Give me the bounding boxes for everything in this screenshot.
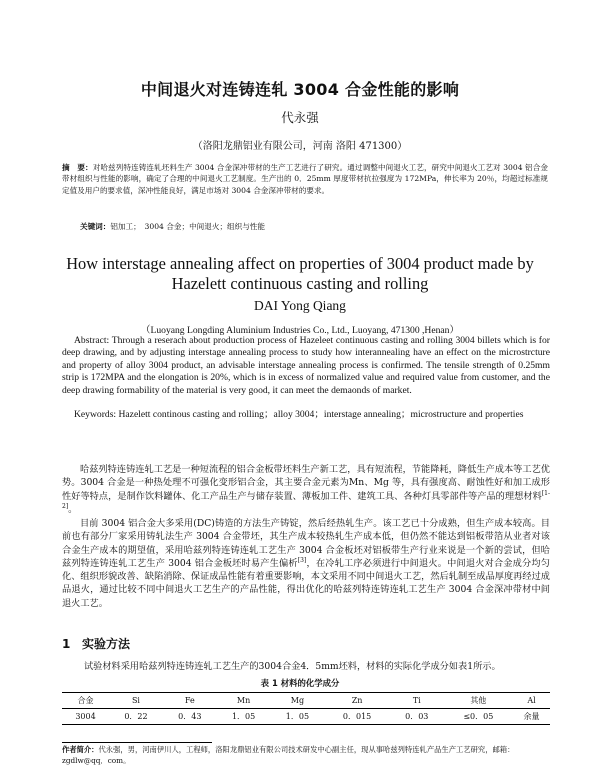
keywords-cn-label: 关键词： [80, 222, 111, 231]
table-cell: 0．22 [109, 709, 163, 725]
table-cell: 1．05 [271, 709, 325, 725]
table-row [62, 709, 550, 725]
keywords-cn-text: 铝加工； 3004 合金；中间退火；组织与性能 [110, 222, 265, 231]
table-header-cell: 其他 [444, 693, 513, 709]
body-paragraph-1 [62, 463, 550, 516]
body-paragraph-3: 试验材料采用哈兹列特连铸连轧工艺生产的3004合金4．5mm坯料，材料的实际化学成分如表1所示。 [84, 661, 501, 672]
author-name-cn: 代永强 [281, 110, 319, 125]
table-cell: 余量 [513, 709, 550, 725]
footnote-divider [62, 742, 212, 743]
abstract-cn-text: 对哈兹列特连铸连轧坯料生产 3004 合金深冲带材的生产工艺进行了研究。通过调整中间退火工艺，研究中间退火工艺对 3004 铝合金带材组织与性能的影响，确定了合理的中间退火工艺制度。生产出的 0．25mm 厚度带材抗拉强度为 172MPa，伸长率为 20％，均超过标准规定值及用户的要求值，深冲性能良好，满足市场对 3004 合金深冲带材的要求。 [62, 163, 548, 195]
citation-ref: [1-2] [62, 489, 550, 510]
table-cell: ≤0．05 [444, 709, 513, 725]
footnote-text: 代永强，男，河南伊川人，工程师，洛阳龙鼎铝业有限公司技术研发中心副主任，现从事哈兹列特连轧产品生产工艺研究，邮箱：zgdlw@qq．com。 [62, 745, 515, 765]
table-header-cell: Al [513, 693, 550, 709]
section-title: 实验方法 [82, 637, 131, 651]
table-header-row [62, 693, 550, 709]
table-cell: 1．05 [217, 709, 271, 725]
para1-text: 哈兹列特连铸连轧工艺是一种短流程的铝合金板带坯料生产新工艺，具有短流程，节能降耗，降低生产成本等工艺优势。3004 合金是一种热处理不可强化变形铝合金，其主要合金元素为Mn、Mg 等，具有强度高、耐蚀性好和加工成形性好等特点，是制作饮料罐体、化工产品生产与储存装置、薄板加工件、建筑工具、各种灯具零部件等产品的理想材料 [62, 464, 550, 502]
author-name-en: DAI Yong Qiang [254, 298, 346, 313]
affiliation-en: （Luoyang Longding Aluminium Industries Co., Ltd., Luoyang, 471300 ,Henan） [140, 325, 460, 336]
footnote-label: 作者简介： [62, 745, 99, 754]
chemical-composition-table [62, 692, 550, 725]
table-header-cell: Mg [271, 693, 325, 709]
body-paragraph-2 [62, 517, 550, 610]
table-caption: 表 1 材料的化学成分 [260, 678, 340, 688]
affiliation-cn: （洛阳龙鼎铝业有限公司，河南 洛阳 471300） [192, 141, 408, 152]
table-header-cell: Fe [163, 693, 217, 709]
para2-text: 目前 3004 铝合金大多采用(DC)铸造的方法生产铸锭，然后经热轧生产。该工艺已十分成熟，但生产成本较高。目前也有部分厂家采用铸轧法生产 3004 合金带坯，其生产成本较热轧生产成本低，但仍然不能达到铝板带箔从业者对该合金生产成本的期望值，采用哈兹列特连铸连轧工艺生产 3004 合金板坯对铝板带生产行业来说是一个新的尝试，但哈兹列特连铸连轧工艺生产 3004 铝合金板坯时易产生偏析 [62, 518, 550, 569]
para1-end: 。 [68, 503, 78, 515]
table-cell: 0．43 [163, 709, 217, 725]
abstract-en: Abstract: Through a reserach about production process of Hazeleet continuous casting and rolling 3004 billets which is for deep drawing, and by adjusting interstage annealing process to study how interannealing have an effect on the microstrcture and property of alloy 3004 product, an advisable interstage annealing process is confirmed. The tensile strength of 0.25mm strip is 172MPA and the elongation is 20%, which is in excess of normalized value and required value from customer, and the deep drawing formability of the material is very good, it can meet the demaonds of market. [62, 335, 550, 396]
table-header-cell: Mn [217, 693, 271, 709]
keywords-en: Keywords: Hazelett continous casting and rolling；alloy 3004；interstage annealing；microstructure and properties [74, 409, 524, 420]
paper-title-cn: 中间退火对连铸连轧 3004 合金性能的影响 [140, 80, 460, 99]
table-cell: 0．03 [390, 709, 444, 725]
citation-ref: [3] [297, 556, 307, 564]
paper-title-en: How interstage annealing affect on properties of 3004 product made by Hazelett continuous casting and rolling [66, 254, 534, 293]
table-header-cell: Zn [324, 693, 390, 709]
table-cell: 0．015 [324, 709, 390, 725]
section-number: 1 [62, 637, 71, 651]
table-header-cell: Ti [390, 693, 444, 709]
abstract-cn [62, 162, 548, 196]
keywords-cn [80, 221, 265, 232]
author-footnote [62, 745, 550, 767]
table-header-cell: 合金 [62, 693, 109, 709]
table-cell: 3004 [62, 709, 109, 725]
para2-end: ，在冷轧工序必须进行中间退火。中间退火对合金成分均匀化、组织形貌改善、缺陷消除、保证成品性能有着重要影响，本文采用不同中间退火工艺，然后轧制至成品厚度再经过成品退火，通过比较不同中间退火工艺生产的产品性能，得出优化的哈兹列特连铸连轧工艺生产 3004 合金深冲带材中间退火工艺。 [62, 557, 550, 609]
table-header-cell: Si [109, 693, 163, 709]
section-heading-1 [62, 635, 130, 652]
abstract-cn-label: 摘 要： [62, 163, 93, 172]
